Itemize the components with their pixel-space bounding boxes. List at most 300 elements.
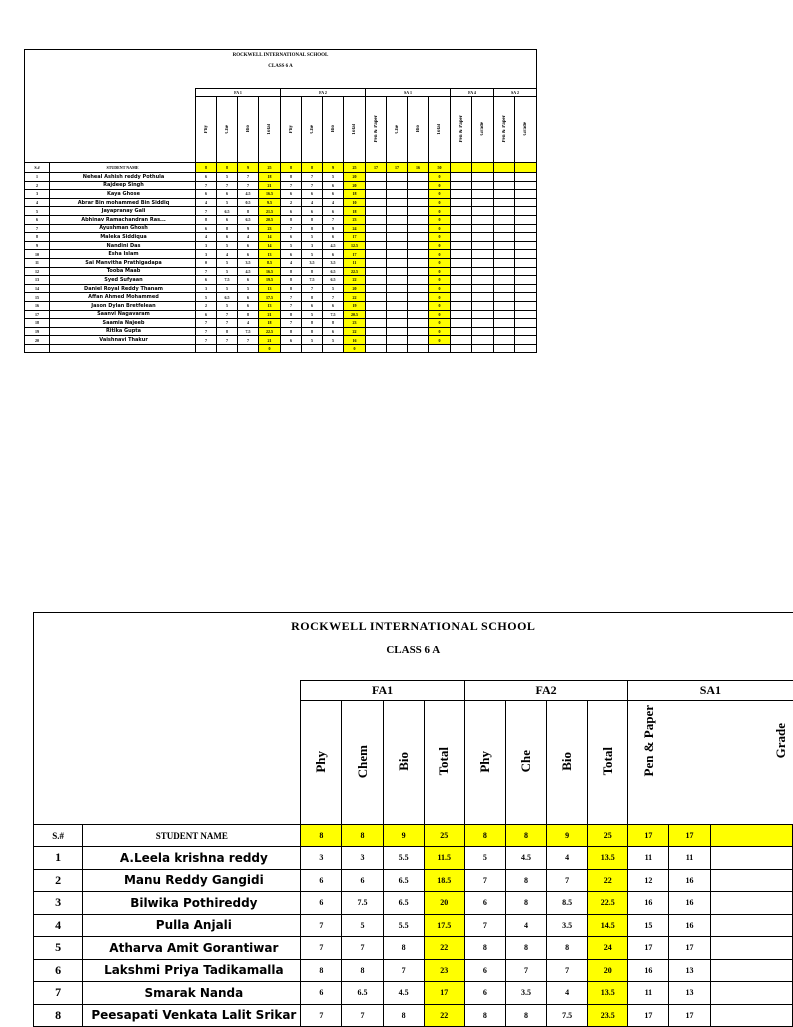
- mark-cell: [366, 284, 387, 293]
- student-name: [50, 344, 196, 353]
- mark-cell: 7: [217, 336, 238, 345]
- table-row: [25, 181, 537, 190]
- mark-cell: 6: [217, 233, 238, 242]
- mark-cell: [515, 190, 537, 199]
- max-mark-cell: 50: [429, 163, 451, 173]
- mark-cell: [387, 198, 408, 207]
- mark-cell: 8: [281, 310, 302, 319]
- mark-cell: 11: [669, 847, 710, 870]
- mark-cell: 0: [429, 250, 451, 259]
- serial-number: 3: [25, 190, 50, 199]
- serial-number: 6: [25, 215, 50, 224]
- mark-cell: 7.5: [547, 1004, 588, 1027]
- mark-cell: 22: [588, 869, 628, 892]
- mark-cell: [408, 250, 429, 259]
- mark-cell: [515, 250, 537, 259]
- student-name: Bilwika Pothireddy: [83, 892, 301, 915]
- mark-cell: 5: [217, 173, 238, 182]
- serial-number: 6: [34, 959, 83, 982]
- mark-cell: 17: [628, 937, 669, 960]
- mark-cell: [494, 319, 515, 328]
- mark-cell: 4: [217, 250, 238, 259]
- mark-cell: [515, 319, 537, 328]
- mark-cell: [366, 250, 387, 259]
- mark-cell: 5: [217, 198, 238, 207]
- max-mark-cell: 25: [259, 163, 281, 173]
- mark-cell: 0: [429, 276, 451, 285]
- mark-cell: [710, 869, 792, 892]
- subject-header-label: Pen & Paper: [501, 115, 507, 143]
- subject-header: [196, 97, 217, 163]
- mark-cell: 7: [464, 869, 505, 892]
- mark-cell: [710, 892, 792, 915]
- serial-number: 7: [34, 982, 83, 1005]
- serial-number: 2: [34, 869, 83, 892]
- table-row: [25, 207, 537, 216]
- mark-cell: [451, 327, 472, 336]
- serial-number: 4: [34, 914, 83, 937]
- mark-cell: 23: [259, 224, 281, 233]
- mark-cell: 9: [238, 224, 259, 233]
- blank-header-cell: [34, 681, 301, 825]
- mark-cell: [472, 310, 494, 319]
- mark-cell: 0: [429, 207, 451, 216]
- mark-cell: 6: [281, 336, 302, 345]
- mark-cell: 6: [217, 215, 238, 224]
- mark-cell: [408, 284, 429, 293]
- mark-cell: [472, 258, 494, 267]
- mark-cell: [387, 336, 408, 345]
- mark-cell: 7: [547, 869, 588, 892]
- mark-cell: 7: [342, 937, 383, 960]
- serial-number: 5: [25, 207, 50, 216]
- subject-header: [472, 97, 494, 163]
- mark-cell: 7.5: [323, 310, 344, 319]
- max-mark-cell: 9: [238, 163, 259, 173]
- table-row: [25, 224, 537, 233]
- mark-cell: 6.5: [323, 276, 344, 285]
- subject-header-label: Grade: [523, 122, 528, 136]
- mark-cell: [494, 327, 515, 336]
- mark-cell: [387, 190, 408, 199]
- mark-cell: 7: [281, 293, 302, 302]
- serial-number: 1: [34, 847, 83, 870]
- max-mark-cell: 8: [302, 163, 323, 173]
- mark-cell: [387, 344, 408, 353]
- serial-number: 13: [25, 276, 50, 285]
- mark-cell: [302, 344, 323, 353]
- serial-number: 19: [25, 327, 50, 336]
- mark-cell: [494, 336, 515, 345]
- mark-cell: 5: [217, 267, 238, 276]
- mark-cell: 5: [217, 284, 238, 293]
- mark-cell: 4: [547, 982, 588, 1005]
- subject-header-label: Phy: [476, 750, 492, 773]
- group-header-sa2: SA 2: [494, 89, 537, 97]
- subject-header: [451, 97, 472, 163]
- mark-cell: [515, 276, 537, 285]
- mark-cell: [451, 241, 472, 250]
- mark-cell: 5: [302, 336, 323, 345]
- mark-cell: 5: [323, 336, 344, 345]
- mark-cell: 8: [281, 327, 302, 336]
- mark-cell: 3.5: [302, 258, 323, 267]
- mark-cell: 7: [547, 959, 588, 982]
- mark-cell: 8: [323, 319, 344, 328]
- student-name: Rajdeep Singh: [50, 181, 196, 190]
- mark-cell: [387, 233, 408, 242]
- mark-cell: 7: [301, 937, 342, 960]
- subject-header-label: Grade: [772, 723, 788, 759]
- subject-header-label: Total: [437, 123, 442, 135]
- mark-cell: 13.5: [588, 982, 628, 1005]
- mark-cell: 3: [196, 284, 217, 293]
- mark-cell: 22: [424, 1004, 464, 1027]
- mark-cell: 6: [301, 892, 342, 915]
- mark-cell: 6: [281, 233, 302, 242]
- mark-cell: 6: [196, 190, 217, 199]
- mark-cell: [494, 344, 515, 353]
- max-mark-cell: 25: [424, 825, 464, 847]
- mark-cell: [408, 233, 429, 242]
- mark-cell: 11: [628, 982, 669, 1005]
- mark-cell: 8: [383, 937, 424, 960]
- mark-cell: 16.5: [259, 190, 281, 199]
- mark-cell: 8: [383, 1004, 424, 1027]
- mark-cell: 6: [323, 207, 344, 216]
- mark-cell: 6: [281, 207, 302, 216]
- mark-cell: 5.5: [383, 847, 424, 870]
- mark-cell: 6: [302, 301, 323, 310]
- mark-cell: 8: [505, 1004, 546, 1027]
- mark-cell: [387, 293, 408, 302]
- mark-cell: [494, 233, 515, 242]
- table-row: [34, 959, 793, 982]
- max-mark-cell: [451, 163, 472, 173]
- mark-cell: [472, 319, 494, 328]
- student-name: Jason Dylan Bretfelean: [50, 301, 196, 310]
- mark-cell: [451, 258, 472, 267]
- mark-cell: [387, 301, 408, 310]
- mark-cell: 17: [669, 1004, 710, 1027]
- mark-cell: 6: [323, 301, 344, 310]
- mark-cell: [494, 173, 515, 182]
- subject-header: [547, 701, 588, 825]
- mark-cell: 3.5: [238, 258, 259, 267]
- mark-cell: [366, 190, 387, 199]
- student-name: Esha Islam: [50, 250, 196, 259]
- mark-cell: 0: [429, 319, 451, 328]
- mark-cell: [387, 207, 408, 216]
- mark-cell: 6: [323, 181, 344, 190]
- mark-cell: 17: [344, 250, 366, 259]
- sno-header: S.#: [25, 163, 50, 173]
- mark-cell: 16: [669, 892, 710, 915]
- mark-cell: 6: [196, 224, 217, 233]
- mark-cell: 7: [196, 336, 217, 345]
- mark-cell: 6: [238, 250, 259, 259]
- mark-cell: [515, 310, 537, 319]
- subject-header: [494, 97, 515, 163]
- mark-cell: 22: [424, 937, 464, 960]
- mark-cell: 8: [547, 937, 588, 960]
- mark-cell: 6: [238, 276, 259, 285]
- mark-cell: [494, 258, 515, 267]
- mark-cell: 5: [217, 258, 238, 267]
- mark-cell: [408, 224, 429, 233]
- serial-number: 12: [25, 267, 50, 276]
- mark-cell: [387, 267, 408, 276]
- mark-cell: 8: [217, 327, 238, 336]
- mark-cell: [408, 190, 429, 199]
- mark-cell: [472, 241, 494, 250]
- mark-cell: 5: [302, 233, 323, 242]
- table-row: [34, 937, 793, 960]
- mark-cell: [366, 198, 387, 207]
- mark-cell: [387, 215, 408, 224]
- mark-cell: [451, 319, 472, 328]
- mark-cell: [451, 224, 472, 233]
- mark-cell: 16.5: [259, 267, 281, 276]
- mark-cell: 7: [196, 207, 217, 216]
- sno-header: S.#: [34, 825, 83, 847]
- max-mark-cell: [515, 163, 537, 173]
- mark-cell: 19: [344, 301, 366, 310]
- mark-cell: 8: [217, 224, 238, 233]
- mark-cell: [451, 276, 472, 285]
- mark-cell: [472, 173, 494, 182]
- mark-cell: 8: [281, 173, 302, 182]
- mark-cell: 8: [302, 327, 323, 336]
- mark-cell: [238, 344, 259, 353]
- max-mark-cell: 8: [217, 163, 238, 173]
- table-row: [25, 301, 537, 310]
- subject-header-label: Total: [352, 123, 357, 135]
- mark-cell: 8: [342, 959, 383, 982]
- mark-cell: 7: [301, 1004, 342, 1027]
- table-row: [25, 336, 537, 345]
- mark-cell: 6: [238, 293, 259, 302]
- mark-cell: 10: [344, 198, 366, 207]
- table-row: [25, 293, 537, 302]
- mark-cell: [472, 233, 494, 242]
- subject-header: [408, 97, 429, 163]
- mark-cell: 0: [344, 344, 366, 353]
- mark-cell: [494, 293, 515, 302]
- mark-cell: 0: [429, 198, 451, 207]
- serial-number: [25, 344, 50, 353]
- mark-cell: 6: [464, 959, 505, 982]
- mark-cell: [451, 198, 472, 207]
- mark-cell: [472, 267, 494, 276]
- mark-cell: 8: [464, 937, 505, 960]
- mark-cell: 7: [196, 327, 217, 336]
- mark-cell: 7: [323, 215, 344, 224]
- subject-header: [387, 97, 408, 163]
- table-row: [25, 284, 537, 293]
- serial-number: 11: [25, 258, 50, 267]
- subject-header: [710, 701, 792, 825]
- mark-cell: 21: [259, 181, 281, 190]
- subject-header-label: Pen & Paper: [458, 115, 464, 143]
- max-mark-cell: 8: [281, 163, 302, 173]
- mark-cell: [472, 215, 494, 224]
- mark-cell: 4: [196, 198, 217, 207]
- mark-cell: 6: [464, 892, 505, 915]
- mark-cell: 8: [302, 293, 323, 302]
- mark-cell: 16: [669, 869, 710, 892]
- mark-cell: 20: [344, 181, 366, 190]
- mark-cell: 6.5: [383, 892, 424, 915]
- subject-header: [669, 701, 710, 825]
- mark-cell: 17: [344, 233, 366, 242]
- subject-header: [323, 97, 344, 163]
- mark-cell: 3: [301, 847, 342, 870]
- mark-cell: 8: [302, 224, 323, 233]
- mark-cell: 2: [196, 301, 217, 310]
- serial-number: 15: [25, 293, 50, 302]
- mark-cell: [472, 198, 494, 207]
- mark-cell: 8: [196, 215, 217, 224]
- mark-cell: 0: [429, 181, 451, 190]
- subject-header: [429, 97, 451, 163]
- mark-cell: [408, 198, 429, 207]
- mark-cell: 7: [342, 1004, 383, 1027]
- group-header-fa2: FA 2: [281, 89, 366, 97]
- mark-cell: 6.5: [217, 207, 238, 216]
- max-mark-cell: [472, 163, 494, 173]
- max-mark-cell: 8: [301, 825, 342, 847]
- mark-cell: [494, 224, 515, 233]
- mark-cell: 7: [302, 284, 323, 293]
- mark-cell: 17: [669, 937, 710, 960]
- mark-cell: [710, 914, 792, 937]
- subject-header-label: Total: [436, 747, 452, 776]
- mark-cell: [451, 267, 472, 276]
- subject-header: [342, 701, 383, 825]
- mark-cell: 6: [464, 982, 505, 1005]
- mark-cell: 9: [323, 224, 344, 233]
- mark-cell: 5: [302, 250, 323, 259]
- mark-cell: 20: [588, 959, 628, 982]
- mark-cell: 4.5: [238, 190, 259, 199]
- mark-cell: [472, 284, 494, 293]
- mark-cell: [408, 319, 429, 328]
- mark-cell: 20: [424, 892, 464, 915]
- mark-cell: [408, 207, 429, 216]
- max-mark-cell: [494, 163, 515, 173]
- student-name: Ayushman Ghosh: [50, 224, 196, 233]
- mark-cell: [451, 233, 472, 242]
- serial-number: 8: [34, 1004, 83, 1027]
- mark-cell: 12.5: [344, 241, 366, 250]
- subject-header-label: Pen & Paper: [640, 705, 656, 777]
- mark-cell: 4: [323, 198, 344, 207]
- mark-cell: 4: [505, 914, 546, 937]
- mark-cell: 22.5: [344, 267, 366, 276]
- mark-cell: 5: [238, 284, 259, 293]
- mark-cell: 7: [281, 181, 302, 190]
- mark-cell: [515, 173, 537, 182]
- mark-cell: [387, 319, 408, 328]
- max-mark-cell: 9: [547, 825, 588, 847]
- mark-cell: 13: [669, 959, 710, 982]
- table-row: [25, 198, 537, 207]
- mark-cell: 20.5: [344, 310, 366, 319]
- mark-cell: 8: [238, 310, 259, 319]
- table-row: [25, 267, 537, 276]
- mark-cell: 6: [301, 869, 342, 892]
- max-mark-cell: 17: [628, 825, 669, 847]
- mark-cell: [515, 301, 537, 310]
- mark-cell: 8: [302, 319, 323, 328]
- mark-cell: 8: [302, 267, 323, 276]
- mark-cell: 0: [429, 310, 451, 319]
- mark-cell: 0: [429, 215, 451, 224]
- mark-cell: 3: [302, 241, 323, 250]
- student-name: Abhinav Ramachandran Ras...: [50, 215, 196, 224]
- subject-header-label: Bio: [245, 125, 251, 133]
- mark-cell: 8.5: [547, 892, 588, 915]
- mark-cell: 8: [302, 215, 323, 224]
- mark-cell: 23: [344, 319, 366, 328]
- mark-cell: 0.5: [238, 198, 259, 207]
- mark-cell: 16: [628, 959, 669, 982]
- mark-cell: [710, 959, 792, 982]
- table-row: [25, 233, 537, 242]
- subject-header: [281, 97, 302, 163]
- student-name: Syed Sufyaan: [50, 276, 196, 285]
- mark-cell: 18.5: [424, 869, 464, 892]
- max-mark-cell: 17: [669, 825, 710, 847]
- table-row: [34, 1004, 793, 1027]
- mark-cell: 23: [424, 959, 464, 982]
- mark-cell: 5: [464, 847, 505, 870]
- mark-cell: 6: [301, 982, 342, 1005]
- group-header-fa2: FA2: [464, 681, 627, 701]
- mark-cell: 0: [259, 344, 281, 353]
- max-mark-cell: 25: [588, 825, 628, 847]
- mark-cell: [408, 173, 429, 182]
- mark-cell: [366, 215, 387, 224]
- subject-header: [383, 701, 424, 825]
- mark-cell: [710, 982, 792, 1005]
- mark-cell: [494, 181, 515, 190]
- mark-cell: [515, 293, 537, 302]
- mark-cell: 19.5: [259, 276, 281, 285]
- table-row: [25, 250, 537, 259]
- mark-cell: [366, 173, 387, 182]
- mark-cell: [494, 190, 515, 199]
- mark-cell: [472, 293, 494, 302]
- mark-cell: 8.5: [259, 258, 281, 267]
- serial-number: 1: [25, 173, 50, 182]
- mark-cell: 2: [281, 198, 302, 207]
- subject-header-label: Chem: [354, 744, 370, 779]
- mark-cell: [515, 327, 537, 336]
- subject-header-label: Grade: [480, 122, 485, 136]
- mark-cell: 7.5: [238, 327, 259, 336]
- mark-cell: 22: [344, 276, 366, 285]
- mark-cell: [387, 327, 408, 336]
- student-name: Neheal Ashish reddy Pothula: [50, 173, 196, 182]
- mark-cell: [196, 344, 217, 353]
- subject-header-label: Phy: [288, 124, 294, 134]
- mark-cell: 0: [196, 258, 217, 267]
- mark-cell: 7: [238, 173, 259, 182]
- class-name: CLASS 6 A: [386, 644, 441, 656]
- mark-cell: 7: [301, 914, 342, 937]
